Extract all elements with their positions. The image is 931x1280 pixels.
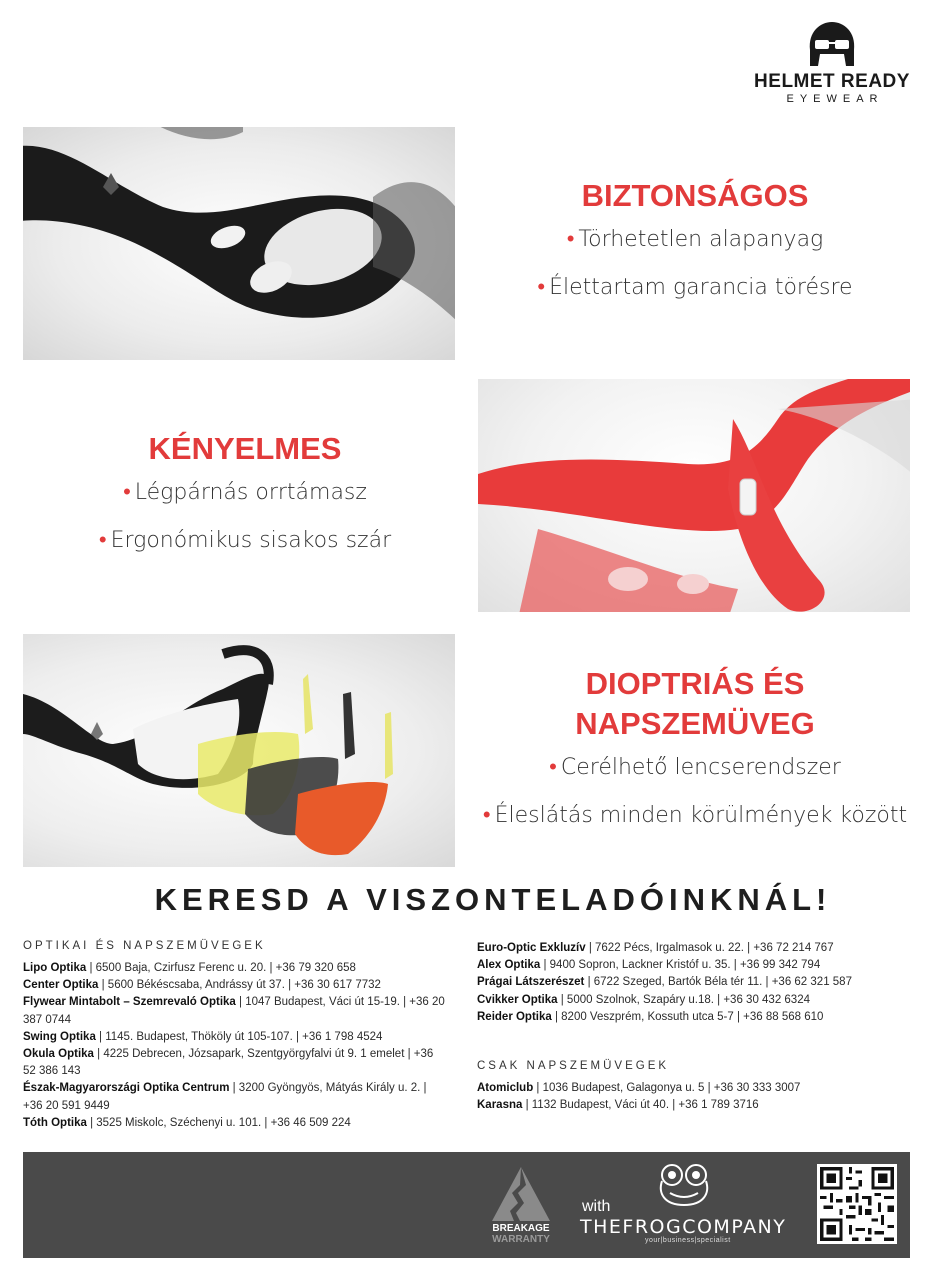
brand-name: HELMET READY [754, 71, 910, 92]
sunglasses-stores [477, 1060, 907, 1114]
feature-bullet: • Élettartam garancia törésre [537, 275, 853, 300]
breakage-warranty-badge [490, 1165, 552, 1249]
store-entry: Center Optika | 5600 Békéscsaba, Andrássy út 37. | +36 30 617 7732 [23, 979, 381, 992]
feature-bullet: • Légpárnás orrtámasz [123, 480, 367, 505]
with-label: with [582, 1198, 611, 1215]
feature-bullet: • Törhetetlen alapanyag [566, 227, 824, 252]
section-title: CSAK NAPSZEMÜVEGEK [477, 1060, 670, 1072]
product-photo-red-frame [478, 379, 910, 612]
feature-title: KÉNYELMES [148, 431, 342, 466]
feature-title-line: NAPSZEMÜVEG [575, 706, 815, 741]
store-entry: Karasna | 1132 Budapest, Váci út 40. | +36 1 789 3716 [477, 1099, 759, 1112]
helmet-logo-icon [804, 20, 860, 70]
store-entry: Flywear Mintabolt – Szemrevaló Optika | 1047 Budapest, Váci út 15-19. | +36 20 387 0744 [23, 996, 445, 1026]
feature-title: BIZTONSÁGOS [581, 178, 809, 213]
feature-safety [470, 176, 920, 312]
warranty-label: BREAKAGE [492, 1223, 550, 1234]
breakage-warranty-icon [490, 1165, 552, 1225]
feature-bullet: • Ergonómikus sisakos szár [98, 528, 392, 553]
store-entry: Cvikker Optika | 5000 Szolnok, Szapáry u.18. | +36 30 432 6324 [477, 993, 810, 1006]
feature-prescription [470, 664, 920, 840]
feature-bullet: • Cerélhető lencserendszer [549, 755, 841, 780]
store-entry: Swing Optika | 1145. Budapest, Thököly út 105-107. | +36 1 798 4524 [23, 1030, 383, 1043]
store-entry: Lipo Optika | 6500 Baja, Czirfusz Ferenc u. 20. | +36 79 320 658 [23, 962, 356, 974]
store-entry: Atomiclub | 1036 Budapest, Galagonya u. 5 | +36 30 333 3007 [477, 1082, 801, 1094]
store-entry: Észak-Magyarországi Optika Centrum | 3200 Gyöngyös, Mátyás Király u. 2. | +36 20 591 9449 [23, 1082, 427, 1112]
store-entry: Alex Optika | 9400 Sopron, Lackner Kristóf u. 35. | +36 99 342 794 [477, 959, 821, 972]
optical-stores-right [477, 940, 907, 1026]
store-entry: Okula Optika | 4225 Debrecen, Józsapark, Szentgyörgyfalvi út 9. 1 emelet | +36 52 386 143 [23, 1048, 434, 1078]
company-tagline: your|business|specialist [645, 1237, 731, 1244]
brand-subtitle: EYEWEAR [786, 93, 884, 105]
brand-logo [748, 20, 916, 116]
warranty-label: WARRANTY [492, 1234, 550, 1245]
qr-code[interactable] [817, 1164, 897, 1244]
frog-company-logo [580, 1163, 785, 1248]
store-entry: Tóth Optika | 3525 Miskolc, Széchenyi u. 101. | +36 46 509 224 [23, 1116, 351, 1129]
store-entry: Reider Optika | 8200 Veszprém, Kossuth utca 5-7 | +36 88 568 610 [477, 1010, 824, 1023]
product-photo-black-frame [23, 127, 455, 360]
frog-icon [656, 1163, 712, 1209]
store-entry: Prágai Látszerészet | 6722 Szeged, Bartók Béla tér 11. | +36 62 321 587 [477, 976, 852, 989]
feature-title-line: DIOPTRIÁS ÉS [585, 666, 805, 701]
store-entry: Euro-Optic Exkluzív | 7622 Pécs, Irgalmasok u. 22. | +36 72 214 767 [477, 942, 834, 954]
feature-bullet: • Éleslátás minden körülmények között [482, 803, 908, 828]
product-photo-lens-system [23, 634, 455, 867]
section-title: OPTIKAI ÉS NAPSZEMÜVEGEK [23, 940, 266, 952]
reseller-heading: KERESD A VISZONTELADÓINKNÁL! [154, 882, 832, 917]
optical-stores-left [23, 940, 448, 1132]
company-name: THEFROGCOMPANY [580, 1216, 787, 1238]
feature-comfort [10, 429, 480, 565]
